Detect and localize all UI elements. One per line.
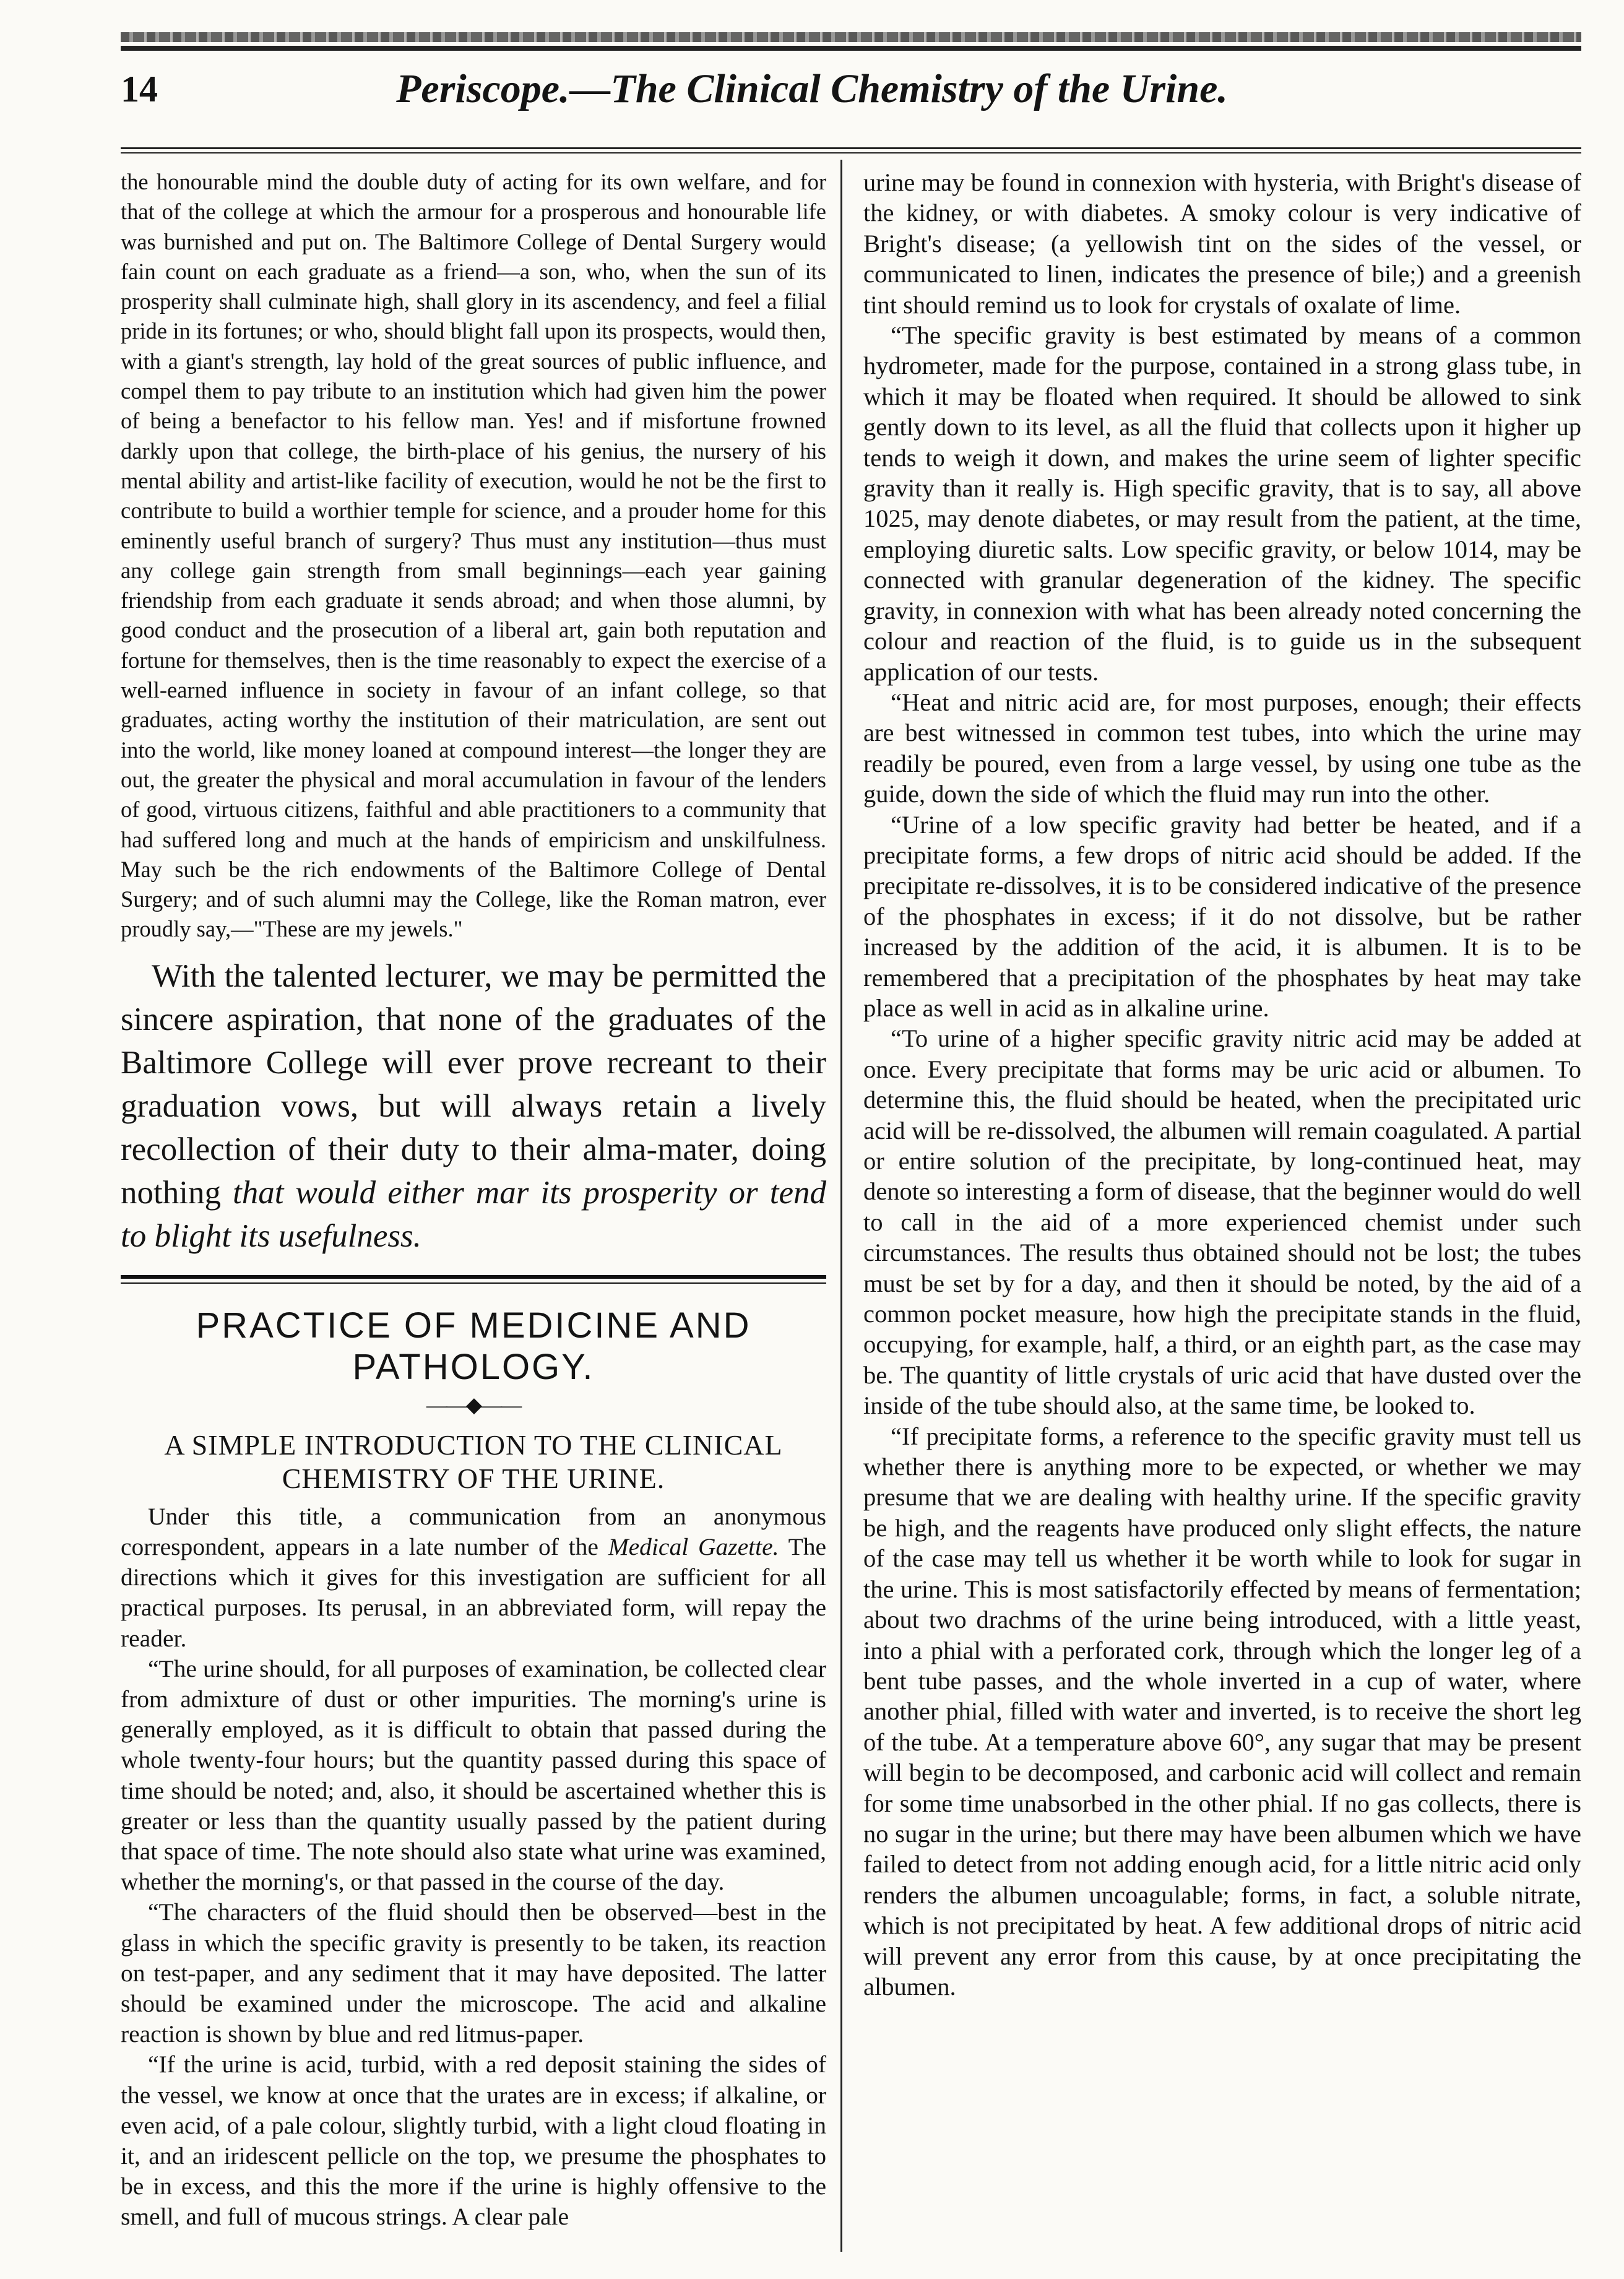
top-rule <box>121 46 1581 51</box>
page-number: 14 <box>121 69 158 110</box>
article-paragraph-intro <box>121 1502 826 1654</box>
article-paragraph: “The characters of the fluid should then be observed—best in the glass in which the specific gravity is presently to be taken, its reaction on test-paper, and any sediment that it may have deposited. The latter should be examined under the microscope. The acid and alkaline reaction is shown by blue and red litmus-paper. <box>121 1898 826 2048</box>
article-paragraph: “The specific gravity is best estimated by means of a common hydrometer, made for the purpose, contained in a strong glass tube, in which it may be floated when required. It should be allowed to sink gently down to its level, as all the fluid that collects upon it higher up tends to weigh it down, and makes the urine seem of lighter specific gravity than it really is. High specific gravity, that is to say, all above 1025, may denote diabetes, or may result from the patient, at the time, employing diuretic salts. Low specific gravity, or below 1014, may be connected with granular degeneration of the kidney. The specific gravity, in connexion with what has been already noted concerning the colour and reaction of the fluid, is to guide us in the subsequent application of our tests. <box>863 321 1581 686</box>
article-paragraph: urine may be found in connexion with hysteria, with Bright's disease of the kidney, or with diabetes. A smoky colour is very indicative of Bright's disease; (a yellowish tint on the sides of the vessel, or communicated to linen, indicates the presence of bile;) and a greenish tint should remind us to look for crystals of oxalate of lime. <box>863 168 1581 319</box>
left-column <box>121 167 826 2233</box>
header-rule-thin <box>121 152 1581 154</box>
column-divider <box>840 160 842 2252</box>
section-rule-thin <box>121 1282 826 1284</box>
intro-text-b: The directions which it gives for this investigation are sufficient for all practical purposes. Its perusal, in an abbreviated form, will repay the reader. <box>121 1533 827 1652</box>
article-title: A SIMPLE INTRODUCTION TO THE CLINICAL CHEMISTRY OF THE URINE. <box>164 1429 783 1494</box>
article-paragraph: “The urine should, for all purposes of examination, be collected clear from admixture of dust or other impurities. The morning's urine is generally employed, as it is difficult to obtain that passed during the whole twenty-four hours; but the quantity passed during this space of time should be noted; and, also, it should be ascertained whether this is greater or less than the quantity usually passed by the patient during that space of time. The note should also state what urine was examined, whether the morning's, or that passed in the course of the day. <box>121 1654 826 1896</box>
header-rule <box>121 147 1581 149</box>
article-paragraph: “Heat and nitric acid are, for most purposes, enough; their effects are best witnessed in common test tubes, into which the urine may readily be poured, even from a large vessel, by using one tube as the guide, down the side of which the fluid may run into the other. <box>863 688 1581 808</box>
journal-name: Medical Gazette. <box>608 1533 779 1560</box>
right-column <box>863 167 1581 2002</box>
article-paragraph: “To urine of a higher specific gravity nitric acid may be added at once. Every precipitate that forms may be uric acid or albumen. To determine this, the fluid should be heated, when the precipitated uric acid will be re-dissolved, the albumen will remain coagulated. A partial or entire solution of the precipitate, by long-continued heat, may denote so interesting a form of disease, that the beginner would do well to call in the aid of a more experienced chemist under such circumstances. The results thus obtained should not be lost; the tubes must be set by for a day, and then it should be noted, by the aid of a common pocket measure, how high the precipitate stands in the fluid, occupying, for example, half, a third, or an eighth part, as the case may be. The quantity of little crystals of uric acid that have dusted over the inside of the tube should also, at the same time, be looked to. <box>863 1024 1581 1420</box>
closing-paragraph <box>121 954 826 1258</box>
ornament-divider: ——◆—— <box>426 1393 521 1417</box>
article-paragraph: “If precipitate forms, a reference to the specific gravity must tell us whether there is anything more to be expected, or whether we may presume that we are dealing with healthy urine. If the specific gravity be high, and the reagents have produced only slight effects, the nature of the case may tell us whether it be worth while to look for sugar in the urine. This is most satisfactorily effected by means of fermentation; about two drachms of the urine being introduced, with a little yeast, into a phial with a perforated cork, through which the longer leg of a bent tube passes, and the whole inverted in a cup of water, where another phial, filled with water and inverted, is to receive the short leg of the tube. At a temperature above 60°, any sugar that may be present will begin to be decomposed, and carbonic acid will collect and remain for some time unabsorbed in the other phial. If no gas collects, there is no sugar in the urine; but there may have been albumen which we have failed to detect from not adding enough acid, for a little nitric acid only renders the albumen uncoagulable; forms, in fact, a soluble nitrate, which is not precipitated by heat. A few additional drops of nitric acid will prevent any error from this cause, by at once precipitating the albumen. <box>863 1422 1581 2000</box>
section-rule-thick <box>121 1275 826 1279</box>
section-heading: PRACTICE OF MEDICINE AND PATHOLOGY. <box>196 1305 751 1387</box>
top-border-ornament <box>121 32 1581 42</box>
address-continuation: the honourable mind the double duty of acting for its own welfare, and for that of the college at which the armour for a prosperous and honourable life was burnished and put on. The Baltimore College of Dental Surgery would fain count on each graduate as a friend—a son, who, when the sun of its prosperity shall culminate high, shall glory in its ascendency, and feel a filial pride in its fortunes; or who, should blight fall upon its prospects, would then, with a giant's strength, lay hold of the great sources of public influence, and compel them to pay tribute to an institution which had given him the power of being a benefactor to his fellow man. Yes! and if misfortune frowned darkly upon that college, the birth-place of his genius, the nursery of his mental ability and artist-like facility of execution, would he not be the first to contribute to build a worthier temple for science, and a prouder home for this eminently useful branch of surgery? Thus must any institution—thus must any college gain strength from small beginnings—each year gaining friendship from each graduate it sends abroad; and when those alumni, by good conduct and the prosecution of a liberal art, gain both reputation and fortune for themselves, then is the time reasonably to expect the exercise of a well-earned influence in society in favour of an infant college, so that graduates, acting worthy the institution of their matriculation, are sent out into the world, like money loaned at compound interest—the longer they are out, the greater the physical and moral accumulation in favour of the lenders of good, virtuous citizens, faithful and able practitioners to a community that had suffered long and much at the hands of empiricism and unskilfulness. May such be the rich endowments of the Baltimore College of Dental Surgery; and of such alumni may the College, like the Roman matron, ever proudly say,—"These are my jewels." <box>121 169 826 942</box>
article-paragraph: “If the urine is acid, turbid, with a red deposit staining the sides of the vessel, we know at once that the urates are in excess; if alkaline, or even acid, of a pale colour, slightly turbid, with a light cloud floating in it, and an iridescent pellicle on the top, we presume the phosphates to be in excess, and this the more if the urine is highly offensive to the smell, and full of mucous strings. A clear pale <box>121 2051 826 2231</box>
closing-italic: that would either mar its prosperity or tend to blight its usefulness. <box>121 1174 826 1254</box>
intro-text-a: Under this title, a communication from an anonymous correspondent, appears in a late number of the <box>121 1502 826 1560</box>
article-paragraph: “Urine of a low specific gravity had better be heated, and if a precipitate forms, a few drops of nitric acid should be added. If the precipitate re-dissolves, it is to be considered indicative of the presence of the phosphates in excess; if it do not dissolve, but be rather increased by the addition of the acid, it is albumen. It is to be remembered that a precipitation of the phosphates by heat may take place as well in acid as in alkaline urine. <box>863 810 1581 1022</box>
running-title: Periscope.—The Clinical Chemistry of the Urine. <box>396 66 1228 111</box>
closing-text: With the talented lecturer, we may be permitted the sincere aspiration, that none of the graduates of the Baltimore College will ever prove recreant to their graduation vows, but will always retain a lively recollection of their duty to their alma-mater, doing nothing <box>121 958 826 1211</box>
